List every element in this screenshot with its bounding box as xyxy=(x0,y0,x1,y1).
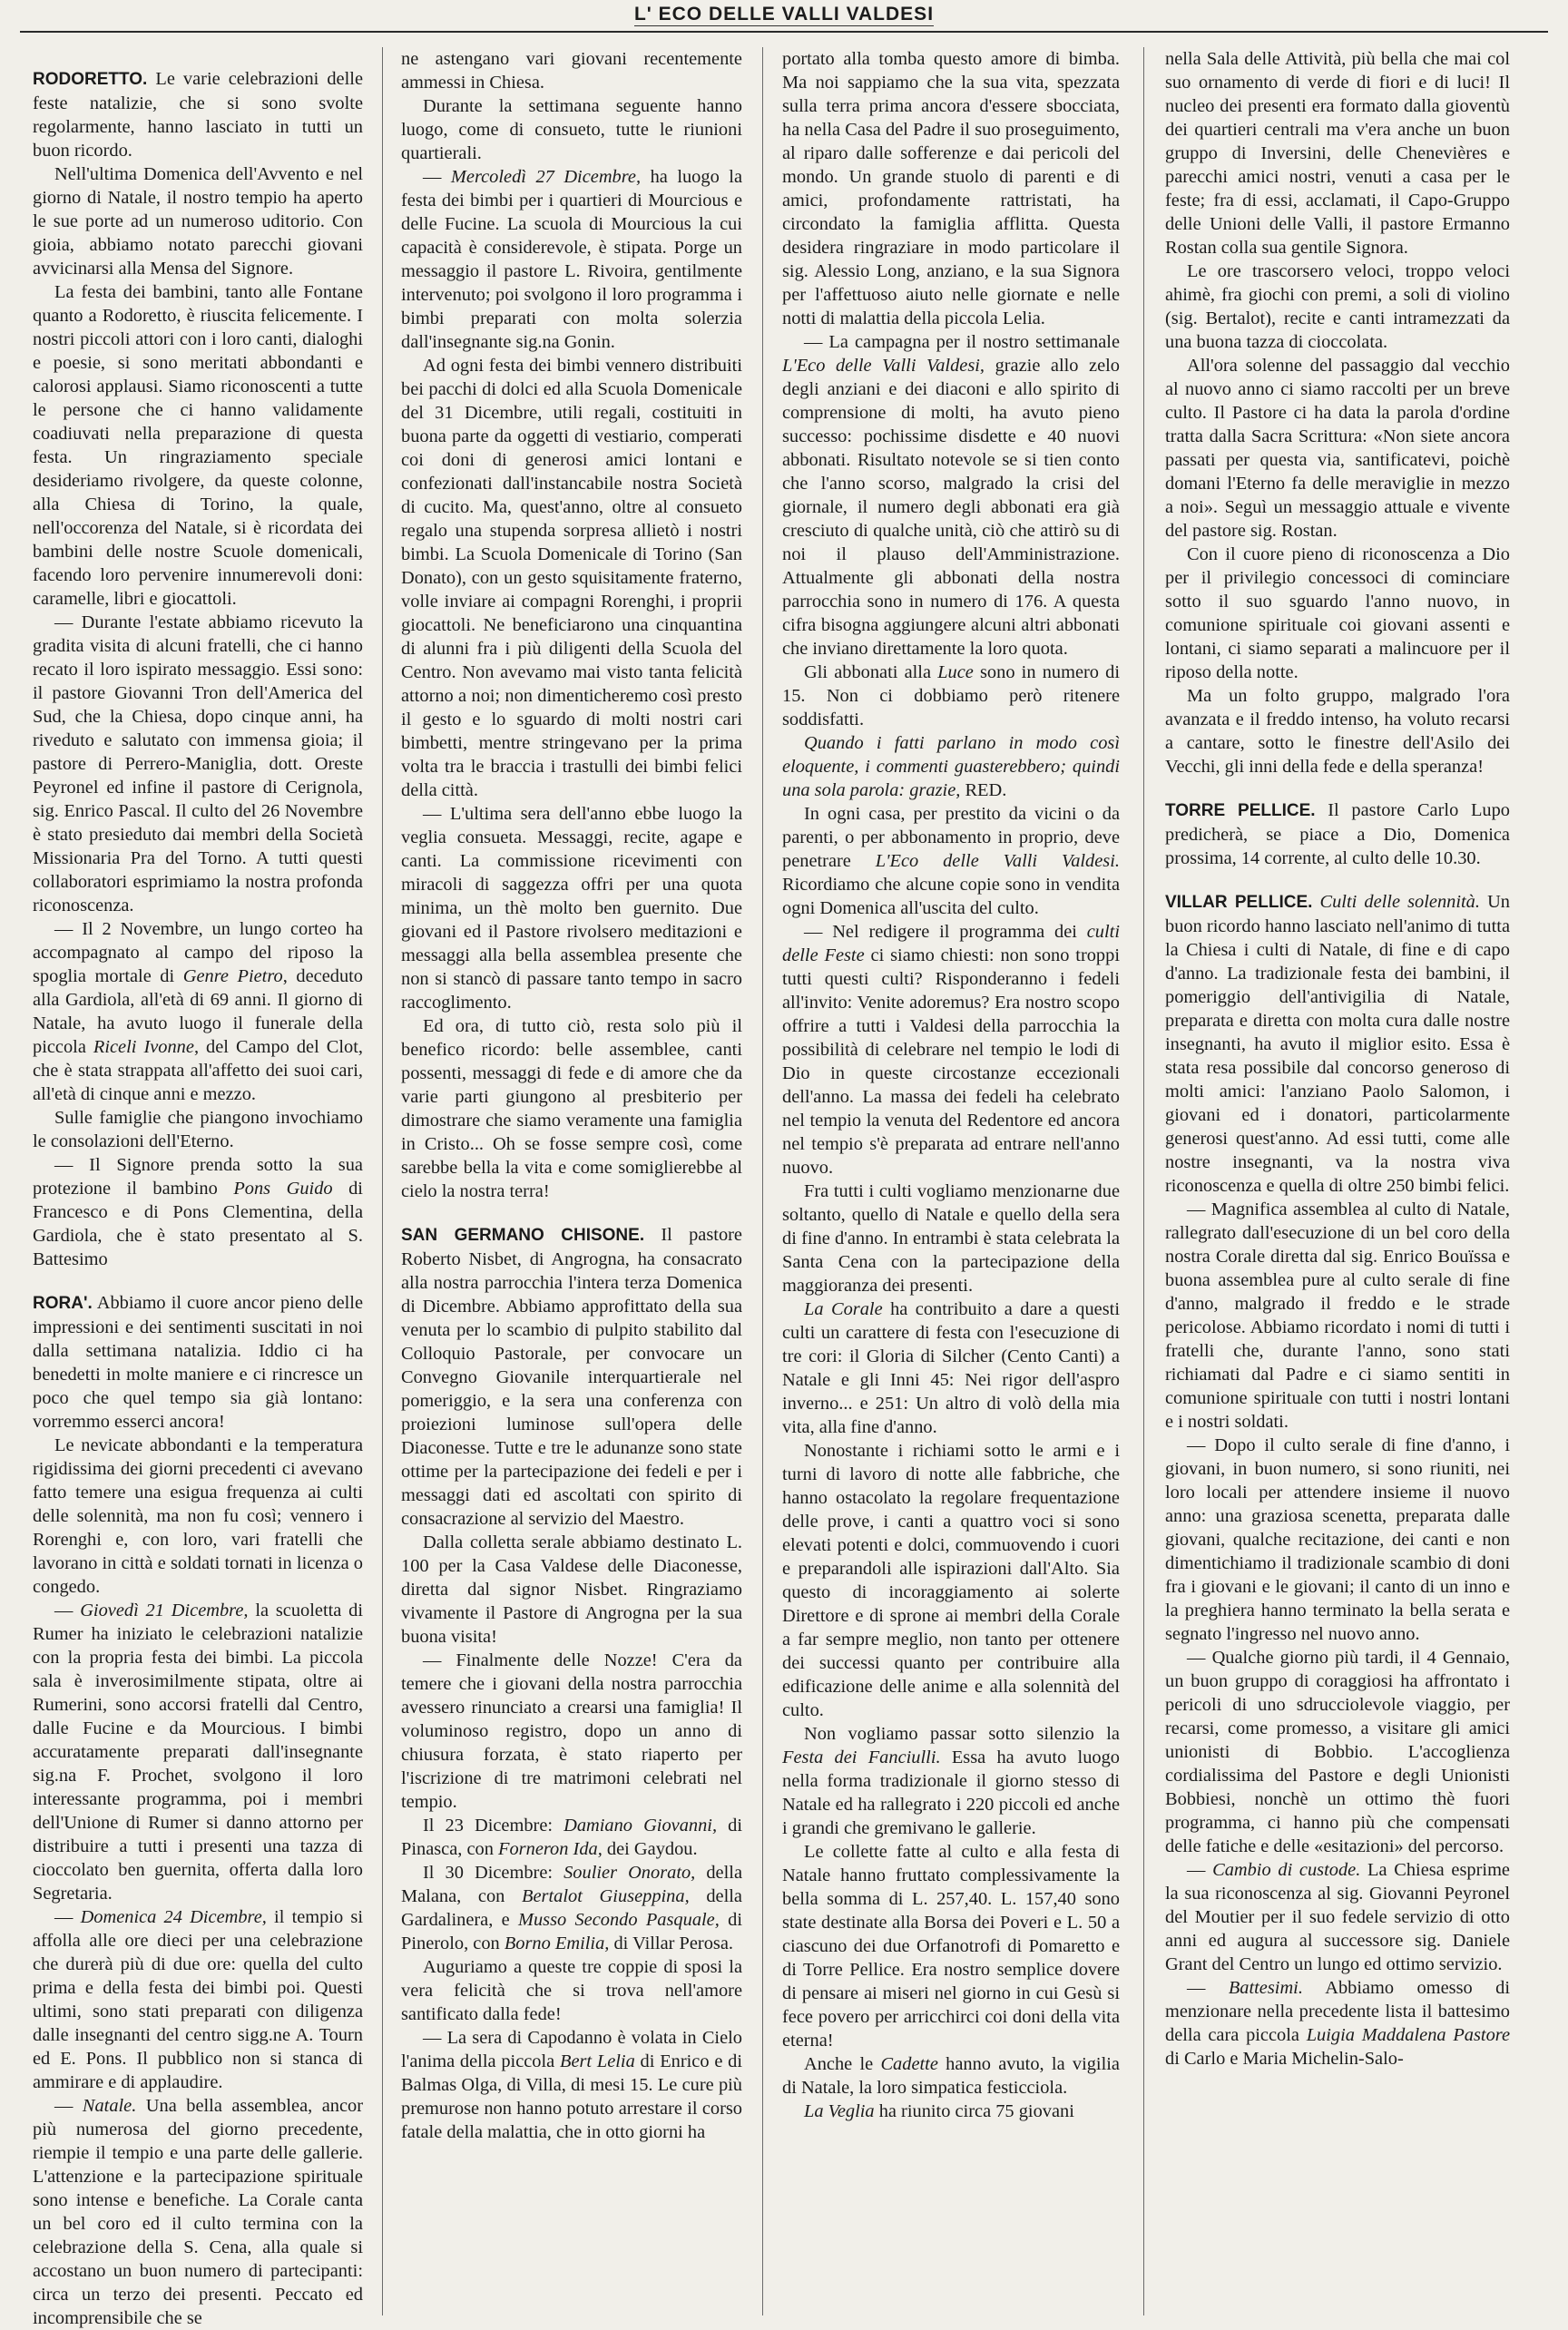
paragraph-text: della Gardalinera, e xyxy=(401,1886,742,1930)
paragraph-text: — xyxy=(1187,1978,1229,1998)
italic-text: Luigia Maddalena Pastore xyxy=(1306,2025,1511,2045)
paragraph-text: Ricordiamo che alcune copie sono in vendita ogni Domenica all'uscita del culto. xyxy=(782,875,1120,918)
paragraph-text: — Magnifica assemblea al culto di Natale, rallegrato dall'esecuzione di un bel coro della nostra Corale diretta dal sig. Enrico Bouïssa e buona assemblea pure al culto serale di fine d'anno, malgrado il freddo e le strade pericolose. Abbiamo ricordato i nomi di tutti i fratelli che, durante l'anno, sono stati richiamati dal Padre e ci siamo sentiti in comunione spirituale con tutti i nostri lontani e i nostri soldati. xyxy=(1165,1199,1510,1432)
paragraph-text: — xyxy=(423,167,451,187)
paragraph-text: Auguriamo a queste tre coppie di sposi la vera felicità che si trova nell'amore santificato dalla fede! xyxy=(401,1957,742,2024)
paragraph-text: — L'ultima sera dell'anno ebbe luogo la veglia consueta. Messaggi, recite, agape e canti. La commissione ricevimenti con miracoli di saggezza offri per una quota minima, un thè molto ben guernito. Due giovani ed il Pastore rivolsero meditazioni e messaggi alla bella assemblea presente che non si stancò di passare tanto tempo in sacro raccoglimento. xyxy=(401,804,742,1013)
paragraph-text: ci siamo chiesti: non sono troppi tutti questi culti? Risponderanno i fedeli all'invito: Venite adoremus? Era nostro scopo offrire a tutti i Valdesi della parrocchia la possibilità di celebrare nel tempio le lodi di Dio in queste circostanze eccezionali dell'anno. La massa dei fedeli ha celebrato nel tempio la venuta del Redentore ed ancora nel tempio s'è preparata ad entrare nell'anno nuovo. xyxy=(782,945,1120,1178)
italic-text: Battesimi. xyxy=(1228,1978,1303,1998)
paragraph-text: — xyxy=(54,2096,83,2116)
article-paragraph xyxy=(782,47,1120,330)
italic-text: La Veglia xyxy=(804,2101,875,2121)
section-heading: RORA'. xyxy=(33,1294,93,1313)
paragraph-text: — Il 2 Novembre, un lungo corteo ha accompagnato al campo del riposo la spoglia mortale di xyxy=(33,919,363,986)
italic-text: Soulier Onorato, xyxy=(564,1863,696,1883)
paragraph-text: Ed ora, di tutto ciò, resta solo più il benefico ricordo: belle assemblee, canti possenti, messaggi di fede e di amore che da varie parti giungono al presbiterio per dimostrare che siamo veramente una famiglia in Cristo... Oh se fosse sempre così, come sarebbe bella la vita e come somiglierebbe al cielo la nostra terra! xyxy=(401,1016,742,1201)
paragraph-text: il tempio si affolla alle ore dieci per una celebrazione che durerà più di due ore: quella del culto prima e della festa dei bimbi poi. Questi ultimi, sono stati preparati con diligenza dalle insegnanti del centro sigg.ne A. Tourn ed E. Pons. Il pubblico non si stanca di ammirare e di applaudire. xyxy=(33,1907,363,2092)
paragraph-text: — xyxy=(54,1907,81,1927)
paragraph-text: della Malana, con xyxy=(401,1863,742,1906)
paragraph-text: Con il cuore pieno di riconoscenza a Dio per il privilegio concessoci di cominciare sotto il suo sguardo l'anno nuovo, in comunione spirituale coi giovani assenti e lontani, ci siamo separati a malincuore per il riposo della notte. xyxy=(1165,544,1510,682)
paragraph-text: ha contribuito a dare a questi culti un carattere di festa con l'esecuzione di tre cori: il Gloria di Silcher (Cento Canti) a Natale e gli Inni 45: Nei rigor dell'aspro inverno... e 251: Un altro di volò della mia vita, alla fine d'anno. xyxy=(782,1299,1120,1437)
paragraph-text: Anche le xyxy=(804,2054,881,2074)
column-divider xyxy=(382,47,383,2315)
paragraph-text: di Enrico e di Balmas Olga, di Villa, di mesi 15. Le cure più premurose non hanno potuto arrestare il corso fatale della malattia, che in otto giorni ha xyxy=(401,2051,742,2142)
article-paragraph xyxy=(401,47,742,94)
paragraph-text: In ogni casa, per prestito da vicini o da parenti, o per abbonamento in proprio, deve penetrare xyxy=(782,804,1120,871)
italic-text: Pons Guido xyxy=(233,1179,333,1199)
paragraph-text: dei Gaydou. xyxy=(602,1839,698,1859)
paragraph-text: la scuoletta di Rumer ha iniziato le celebrazioni natalizie con la propria festa dei bimbi. La piccola sala è inverosimilmente stipata, oltre ai Rumerini, sono accorsi fratelli dal Centro, dalle Fucine e da Mourcious. I bimbi accuratamente preparati dall'insegnante sig.na F. Prochet, svolgono il loro interessante programma, poi i membri dell'Unione di Rumer si danno attorno per distribuire a tutti i presenti una tazza di cioccolato ben guernita, offerta dalla loro Segretaria. xyxy=(33,1601,363,1904)
section-heading: TORRE PELLICE. xyxy=(1165,801,1316,820)
paragraph-text: , del Campo del Clot, che è stata strappata all'affetto dei suoi cari, all'età di cinque anni e mezzo. xyxy=(33,1037,363,1104)
paragraph-text: ha riunito circa 75 giovani xyxy=(874,2101,1074,2121)
italic-text: La Corale xyxy=(804,1299,883,1319)
paragraph-text: Ad ogni festa dei bimbi vennero distribuiti bei pacchi di dolci ed alla Scuola Domenicale del 31 Dicembre, utili regali, costituiti in buona parte da oggetti di vestiario, comperati coi doni di generosi amici lontani e confezionati dall'instancabile nostra Società di cucito. Ma, quest'anno, oltre al consueto regalo una stupenda sorpresa allietò i nostri bimbi. La Scuola Domenicale di Torino (San Donato), con un gesto squisitamente fraterno, volle inviare ai compagni Rorenghi, i proprii giocattoli. Ne beneficiarono una cinquantina di alunni fra i più diligenti della Scuola del Centro. Non avevamo mai visto tanta felicità attorno a noi; non dimenticheremo così presto il gesto e lo sguardo di molti nostri cari bimbetti, mentre stringevano per la prima volta tra le braccia i trastulli dei bimbi felici della città. xyxy=(401,356,742,800)
section-paragraph xyxy=(33,1291,363,1434)
column-2 xyxy=(401,47,742,2315)
article-paragraph xyxy=(401,94,742,165)
paragraph-text: — Il Signore prenda sotto la sua protezione il bambino xyxy=(33,1155,363,1199)
article-paragraph xyxy=(782,731,1120,802)
paragraph-text: di Pinerolo, con xyxy=(401,1910,742,1953)
section-paragraph xyxy=(1165,798,1510,870)
paragraph-text: Il pastore Roberto Nisbet, di Angrogna, ha consacrato alla nostra parrocchia l'intera terza Domenica di Dicembre. Abbiamo approfittato della sua venuta per lo scambio di pulpito stabilito dal Colloquio Pastorale, per convocare un Convegno Giovanile interquartierale nel pomeriggio, e la sera una conferenza con proiezioni luminose sull'opera delle Diaconesse. Tutte e tre le adunanze sono state ottime per la partecipazione dei fedeli e per i messaggi dati ed ascoltati con spirito di consacrazione al servizio del Maestro. xyxy=(401,1225,742,1529)
paragraph-text: Durante la settimana seguente hanno luogo, come di consueto, tutte le riunioni quartierali. xyxy=(401,96,742,163)
article-paragraph xyxy=(33,280,363,611)
article-paragraph xyxy=(401,802,742,1014)
article-paragraph xyxy=(33,1153,363,1271)
paragraph-text: Essa ha avuto luogo nella forma tradizionale il giorno stesso di Natale ed ha rallegrato i 220 piccoli ed anche i grandi che gremivano le gallerie. xyxy=(782,1748,1120,1838)
article-paragraph xyxy=(782,2052,1120,2100)
paragraph-text: RED. xyxy=(960,780,1007,800)
italic-text: Domenica 24 Dicembre, xyxy=(80,1907,267,1927)
article-paragraph xyxy=(33,917,363,1106)
article-paragraph xyxy=(401,1955,742,2026)
paragraph-text: — Finalmente delle Nozze! C'era da temere che i giovani della nostra parrocchia avessero rinunciato a crearsi una famiglia! Il voluminoso registro, dopo un anno di chiusura forzata, è stato riaperto per l'iscrizione di tre matrimoni celebrati nel tempio. xyxy=(401,1650,742,1812)
article-paragraph xyxy=(33,1434,363,1599)
paragraph-text: La Chiesa esprime la sua riconoscenza al sig. Giovanni Peyronel del Moutier per il suo fedele servizio di otto anni ed augura al successore sig. Daniele Grant del Centro un lungo ed ottimo servizio. xyxy=(1165,1860,1510,1974)
article-paragraph xyxy=(782,1840,1120,2052)
column-3 xyxy=(782,47,1120,2315)
paragraph-text: — xyxy=(54,1601,81,1620)
italic-text: Luce xyxy=(937,662,974,682)
paragraph-text: Il pastore Carlo Lupo predicherà, se piace a Dio, Domenica prossima, 14 corrente, al culto delle 10.30. xyxy=(1165,800,1510,868)
paragraph-text: nella Sala delle Attività, più bella che mai col suo ornamento di verde di fiori e di luci! Il nucleo dei presenti era formato dalla gioventù dei quartieri centrali ma v'era anche un buon gruppo di Inversini, delle Chenevières e parecchi amici nostri, venuti a casa per le feste; fra di essi, acclamati, il Capo-Gruppo delle Unioni delle Valli, il pastore Ermanno Rostan colla sua gentile Signora. xyxy=(1165,49,1510,258)
article-paragraph xyxy=(33,2094,363,2330)
paragraph-text: Nonostante i richiami sotto le armi e i turni di lavoro di notte alle fabbriche, che hanno ostacolato la regolare frequentazione delle prove, i canti a quattro voci si sono elevati potenti e dolci, commuovendo i cuori e preparandoli alle ispirazioni dall'Alto. Sia questo di incoraggiamento ai solerte Direttore e di sprone ai membri della Corale a far sempre meglio, non tanto per ottenere dei successi quanto per contribuire alla edificazione delle anime e alla solennità del culto. xyxy=(782,1441,1120,1720)
paragraph-text: — Qualche giorno più tardi, il 4 Gennaio, un buon gruppo di coraggiosi ha affrontato i pericoli di uno sdrucciolevole viaggio, per recarsi, come promesso, a visitare gli amici unionisti di Bobbio. L'accoglienza cordialissima del Pastore e degli Unionisti Bobbiesi, nonchè un ottimo thè fuori programma, ci hanno più che compensati delle fatiche e delle «esitazioni» del percorso. xyxy=(1165,1648,1510,1856)
article-paragraph xyxy=(33,162,363,280)
paragraph-text: Ma un folto gruppo, malgrado l'ora avanzata e il freddo intenso, ha voluto recarsi a cantare, sotto le finestre dell'Asilo dei Vecchi, gli inni della fede e della speranza! xyxy=(1165,686,1510,777)
italic-text: L'Eco delle Valli Valdesi, xyxy=(782,356,985,376)
italic-text: Culti delle solennità. xyxy=(1312,892,1480,912)
article-paragraph xyxy=(401,1649,742,1814)
section-paragraph xyxy=(1165,890,1510,1198)
paragraph-text: — La sera di Capodanno è volata in Cielo l'anima della piccola xyxy=(401,2028,742,2071)
article-paragraph xyxy=(1165,1198,1510,1434)
paragraph-text: Le nevicate abbondanti e la temperatura rigidissima dei giorni precedenti ci avevano fatto temere una esigua frequenza ai culti delle solennità, ma non fu così; vennero i Rorenghi e, con loro, vari fratelli che lavorano in città e soldati tornati in licenza o congedo. xyxy=(33,1435,363,1597)
article-paragraph xyxy=(1165,354,1510,543)
article-paragraph xyxy=(782,1297,1120,1439)
paragraph-text: Nell'ultima Domenica dell'Avvento e nel giorno di Natale, il nostro tempio ha aperto le sue porte ad un numeroso uditorio. Con gioia, abbiamo notato parecchi giovani avvicinarsi alla Mensa del Signore. xyxy=(33,164,363,279)
italic-text: Musso Secondo Pasquale, xyxy=(517,1910,720,1930)
italic-text: Cambio di custode. xyxy=(1212,1860,1361,1880)
italic-text: culti delle Feste xyxy=(782,922,1120,965)
article-paragraph xyxy=(1165,47,1510,259)
paragraph-text: — Durante l'estate abbiamo ricevuto la gradita visita di alcuni fratelli, che ci hanno recato il loro ispirato messaggio. Essi sono: il pastore Giovanni Tron dell'America del Sud, che la Chiesa, dopo cinque anni, ha riveduto e salutato con immensa gioia; il pastore di Perrero-Maniglia, dott. Oreste Peyronel ed infine il pastore di Cerignola, sig. Enrico Pascal. Il culto del 26 Novembre è stato presieduto dai membri della Società Missionaria Pra del Torno. A tutti questi collaboratori esprimiamo la nostra profonda riconoscenza. xyxy=(33,612,363,915)
article-paragraph xyxy=(33,611,363,917)
italic-text: Quando i fatti parlano in modo così eloquente, i commenti guasterebbero; quindi una sola parola: grazie, xyxy=(782,733,1120,800)
paragraph-text: hanno avuto, la vigilia di Natale, la loro simpatica festicciola. xyxy=(782,2054,1120,2098)
italic-text: Riceli Ivonne xyxy=(93,1037,194,1057)
paragraph-text: Il 23 Dicembre: xyxy=(423,1816,564,1836)
paragraph-text: Abbiamo omesso di menzionare nella precedente lista il battesimo della cara piccola xyxy=(1165,1978,1510,2045)
italic-text: Forneron Ida, xyxy=(498,1839,603,1859)
italic-text: Natale. xyxy=(82,2096,137,2116)
column-1 xyxy=(33,47,363,2328)
paragraph-text: ne astengano vari giovani recentemente ammessi in Chiesa. xyxy=(401,49,742,93)
paragraph-text: Le ore trascorsero veloci, troppo veloci ahimè, fra giochi con premi, a soli di violino (sig. Bertalot), recite e canti intramezzati da una buona tazza di cioccolata. xyxy=(1165,261,1510,352)
article-paragraph xyxy=(1165,543,1510,684)
italic-text: Borno Emilia, xyxy=(504,1934,610,1953)
paragraph-text: di Carlo e Maria Michelin-Salo- xyxy=(1165,2049,1404,2069)
article-paragraph xyxy=(401,1814,742,1861)
paragraph-text: Dalla colletta serale abbiamo destinato L. 100 per la Casa Valdese delle Diaconesse, diretta dal signor Nisbet. Ringraziamo vivamente il Pastore di Angrogna per la sua buona visita! xyxy=(401,1532,742,1647)
article-paragraph xyxy=(401,2026,742,2144)
article-paragraph xyxy=(33,1905,363,2094)
article-paragraph xyxy=(33,1599,363,1905)
section-heading: RODORETTO. xyxy=(33,70,148,89)
section-paragraph xyxy=(401,1223,742,1531)
paragraph-text: — xyxy=(1187,1860,1213,1880)
article-paragraph xyxy=(1165,1858,1510,1976)
article-paragraph xyxy=(782,1439,1120,1722)
section-paragraph xyxy=(33,67,363,162)
paragraph-text: Un buon ricordo hanno lasciato nell'animo di tutta la Chiesa i culti di Natale, di fine e di capo d'anno. La tradizionale festa dei bambini, il pomeriggio dell'antivigilia di Natale, preparata e diretta con molta cura dalle nostre insegnanti, ha avuto il miglior esito. Essa è stata resa possibile dal concorso generoso di molti amici: l'anziano Paolo Salomon, i giovani ed i donatori, particolarmente generosi quest'anno. Ad essi tutti, come alle nostre insegnanti, va la nostra viva riconoscenza e quella di oltre 250 bimbi felici. xyxy=(1165,892,1510,1196)
paragraph-text: di Villar Perosa. xyxy=(609,1934,733,1953)
italic-text: Damiano Giovanni, xyxy=(564,1816,718,1836)
column-divider xyxy=(762,47,763,2315)
article-paragraph xyxy=(401,354,742,802)
paragraph-text: — Dopo il culto serale di fine d'anno, i giovani, in buon numero, si sono riuniti, nei loro locali per attendere insieme il nuovo anno: una graziosa scenetta, preparata dalle giovani, qualche recitazione, dei canti e non dimentichiamo il tradizionale scambio di doni fra i giovani e le giovani; il canto di un inno e la preghiera hanno terminato la bella serata e segnato l'ingresso nel nuovo anno. xyxy=(1165,1435,1510,1644)
paragraph-text: Il 30 Dicembre: xyxy=(423,1863,564,1883)
article-paragraph xyxy=(782,920,1120,1180)
paragraph-text: , deceduto alla Gardiola, all'età di 69 anni. Il giorno di Natale, ha avuto luogo il funerale della piccola xyxy=(33,966,363,1057)
paragraph-text: Le collette fatte al culto e alla festa di Natale hanno fruttato complessivamente la bella somma di L. 257,40. L. 157,40 sono state destinate alla Borsa dei Poveri e L. 50 a ciascuno dei due Orfanotrofi di Pomaretto e di Torre Pellice. Era nostro semplice dovere di pensare ai miseri nel giorno in cui Gesù si fece povero per arricchirci coi doni della vita eterna! xyxy=(782,1842,1120,2051)
article-paragraph xyxy=(1165,259,1510,354)
article-paragraph xyxy=(782,802,1120,920)
section-heading: VILLAR PELLICE. xyxy=(1165,893,1313,912)
paragraph-text: Gli abbonati alla xyxy=(804,662,938,682)
article-paragraph xyxy=(401,165,742,354)
page-header-title: L' ECO DELLE VALLI VALDESI xyxy=(633,4,935,24)
italic-text: Bertalot Giuseppina, xyxy=(522,1886,690,1906)
paragraph-text: All'ora solenne del passaggio dal vecchio al nuovo anno ci siamo raccolti per un breve culto. Il Pastore ci ha data la parola d'ordine tratta dalla Sacra Scrittura: «Non siete ancora passati per questa via, santificatevi, poichè domani l'Eterno fa delle meraviglie in mezzo a noi». Seguì un messaggio attuale e vivente del pastore sig. Rostan. xyxy=(1165,356,1510,541)
article-paragraph xyxy=(1165,1976,1510,2071)
section-heading: SAN GERMANO CHISONE. xyxy=(401,1226,645,1245)
paragraph-text: Non vogliamo passar sotto silenzio la xyxy=(804,1724,1120,1744)
header-rule xyxy=(20,31,1548,33)
italic-text: Bert Lelia xyxy=(559,2051,635,2071)
paragraph-text: sono in numero di 15. Non ci dobbiamo però ritenere soddisfatti. xyxy=(782,662,1120,729)
paragraph-text: Una bella assemblea, ancor più numerosa del giorno precedente, riempie il tempio e una parte delle gallerie. L'attenzione e la partecipazione spirituale sono intense e benefiche. La Corale canta un bel coro ed il culto termina con la celebrazione della S. Cena, alla quale si accostano un buon numero di partecipanti: circa un terzo dei presenti. Peccato ed incomprensibile che se xyxy=(33,2096,363,2328)
paragraph-text: di Pinasca, con xyxy=(401,1816,742,1859)
paragraph-text: portato alla tomba questo amore di bimba. Ma noi sappiamo che la sua vita, spezzata sulla terra prima ancora d'essere sbocciata, ha nella Casa del Padre il suo proseguimento, al riparo dalle sofferenze e dai pericoli del mondo. Un grande stuolo di parenti e di amici, profondamente rattristati, ha circondato la famiglia afflitta. Questa desidera ringraziare in modo particolare il sig. Alessio Long, anziano, e la sua Signora per l'affettuoso aiuto nelle giornate e nelle notti di malattia della piccola Lelia. xyxy=(782,49,1120,328)
paragraph-text: ha luogo la festa dei bimbi per i quartieri di Mourcious e delle Fucine. La scuola di Mourcious la cui capacità è considerevole, è stipata. Porge un messaggio il pastore L. Rivoira, gentilmente intervenuto; poi svolgono il loro programma i bimbi preparati con molta solerzia dall'insegnante sig.na Gonin. xyxy=(401,167,742,352)
column-4 xyxy=(1165,47,1510,2315)
article-paragraph xyxy=(1165,1434,1510,1646)
article-paragraph xyxy=(401,1014,742,1203)
article-paragraph xyxy=(782,2100,1120,2123)
article-paragraph xyxy=(782,1180,1120,1297)
paragraph-text: — La campagna per il nostro settimanale xyxy=(804,332,1120,352)
paragraph-text: grazie allo zelo degli anziani e dei diaconi e allo spirito di comprensione di molti, ha avuto pieno successo: pochissime disdette e 40 nuovi abbonati. Risultato notevole se si tien conto che l'anno scorso, malgrado la crisi del giornale, il numero degli abbonati era già cresciuto di qualche unità, ciò che attirò su di noi il plauso dell'Amministrazione. Attualmente gli abbonati della nostra parrocchia sono in numero di 176. A questa cifra bisogna aggiungere alcuni altri abbonati che inviano direttamente la loro quota. xyxy=(782,356,1120,659)
italic-text: L'Eco delle Valli Valdesi. xyxy=(875,851,1120,871)
column-divider xyxy=(1143,47,1144,2315)
article-paragraph xyxy=(401,1531,742,1649)
paragraph-text: Abbiamo il cuore ancor pieno delle impressioni e dei sentimenti suscitati in noi dalla settimana natalizia. Iddio ci ha benedetti in molte maniere e ci rincresce un poco che quel tempo sia già lontano: vorremmo esserci ancora! xyxy=(33,1293,363,1432)
italic-text: Giovedì 21 Dicembre, xyxy=(80,1601,249,1620)
paragraph-text: Le varie celebrazioni delle feste natalizie, che si sono svolte regolarmente, hanno lasciato in tutti un buon ricordo. xyxy=(33,69,363,161)
italic-text: Genre Pietro xyxy=(182,966,283,986)
article-paragraph xyxy=(401,1861,742,1955)
masthead xyxy=(0,0,1568,31)
article-paragraph xyxy=(782,330,1120,661)
italic-text: Cadette xyxy=(880,2054,938,2074)
italic-text: Festa dei Fanciulli. xyxy=(782,1748,941,1767)
article-paragraph xyxy=(1165,1646,1510,1858)
italic-text: Mercoledì 27 Dicembre, xyxy=(450,167,642,187)
paragraph-text: — Nel redigere il programma dei xyxy=(804,922,1087,942)
article-paragraph xyxy=(1165,684,1510,778)
article-paragraph xyxy=(782,1722,1120,1840)
paragraph-text: di Francesco e di Pons Clementina, della Gardiola, che è stato presentato al S. Battesimo xyxy=(33,1179,363,1269)
article-paragraph xyxy=(782,661,1120,731)
paragraph-text: La festa dei bambini, tanto alle Fontane quanto a Rodoretto, è riuscita felicemente. I nostri piccoli attori con i loro canti, dialoghi e poesie, si sono meritati abbondanti e calorosi applausi. Siamo riconoscenti a tutte le persone che ci hanno validamente coadiuvati nella preparazione di questa festa. Un ringraziamento speciale desideriamo rivolgere, da queste colonne, alla Chiesa di Torino, la quale, nell'occorenza del Natale, si è ricordata dei bambini delle nostre Scuole domenicali, facendo loro pervenire innumerevoli doni: caramelle, libri e giocattoli. xyxy=(33,282,363,609)
article-paragraph xyxy=(33,1106,363,1153)
paragraph-text: Sulle famiglie che piangono invochiamo le consolazioni dell'Eterno. xyxy=(33,1108,363,1151)
paragraph-text: Fra tutti i culti vogliamo menzionarne due soltanto, quello di Natale e quello della sera di fine d'anno. In entrambi è stata celebrata la Santa Cena con la partecipazione della maggioranza dei presenti. xyxy=(782,1181,1120,1296)
